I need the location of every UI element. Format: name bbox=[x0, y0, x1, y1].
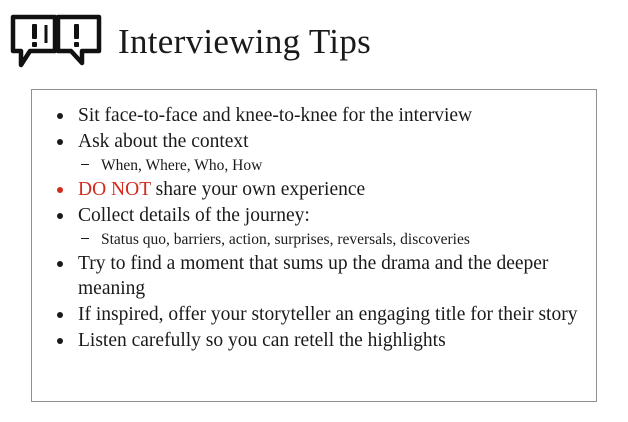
slide-header bbox=[0, 0, 628, 84]
list-item bbox=[48, 103, 586, 128]
bullet-dot-icon bbox=[57, 312, 63, 318]
bullet-dot-icon bbox=[57, 213, 63, 219]
tips-list bbox=[32, 90, 596, 353]
list-item-text: Try to find a moment that sums up the drama and the deeper meaning bbox=[78, 253, 549, 299]
list-item-text: share your own experience bbox=[150, 179, 366, 200]
list-item bbox=[48, 328, 586, 353]
list-item bbox=[48, 251, 586, 301]
speech-bubbles-exclamation-icon bbox=[8, 11, 104, 73]
list-item-warning bbox=[48, 177, 586, 202]
page-title: Interviewing Tips bbox=[118, 22, 372, 61]
sub-list-item-text: Status quo, barriers, action, surprises, reversals, discoveries bbox=[101, 231, 470, 248]
bullet-dot-icon bbox=[57, 261, 63, 267]
sub-list bbox=[78, 229, 586, 250]
list-item-text: Sit face-to-face and knee-to-knee for the interview bbox=[78, 105, 473, 126]
dash-bullet-icon bbox=[81, 238, 89, 239]
list-item bbox=[48, 203, 586, 250]
list-item-text: Listen carefully so you can retell the highlights bbox=[78, 330, 446, 351]
list-item-text: Collect details of the journey: bbox=[78, 205, 310, 226]
dash-bullet-icon bbox=[81, 164, 89, 165]
list-item-text: Ask about the context bbox=[78, 131, 249, 152]
sub-list-item bbox=[78, 155, 586, 176]
bullet-dot-icon bbox=[57, 113, 63, 119]
sub-list-item-text: When, Where, Who, How bbox=[101, 157, 263, 174]
bullet-dot-icon bbox=[57, 338, 63, 344]
list-item bbox=[48, 302, 586, 327]
tips-content-box bbox=[31, 89, 597, 402]
bullet-dot-icon bbox=[57, 187, 63, 193]
list-item-emphasis: DO NOT bbox=[78, 179, 151, 200]
list-item bbox=[48, 129, 586, 176]
sub-list bbox=[78, 155, 586, 176]
bullet-dot-icon bbox=[57, 139, 63, 145]
sub-list-item bbox=[78, 229, 586, 250]
list-item-text: If inspired, offer your storyteller an engaging title for their story bbox=[78, 304, 578, 325]
